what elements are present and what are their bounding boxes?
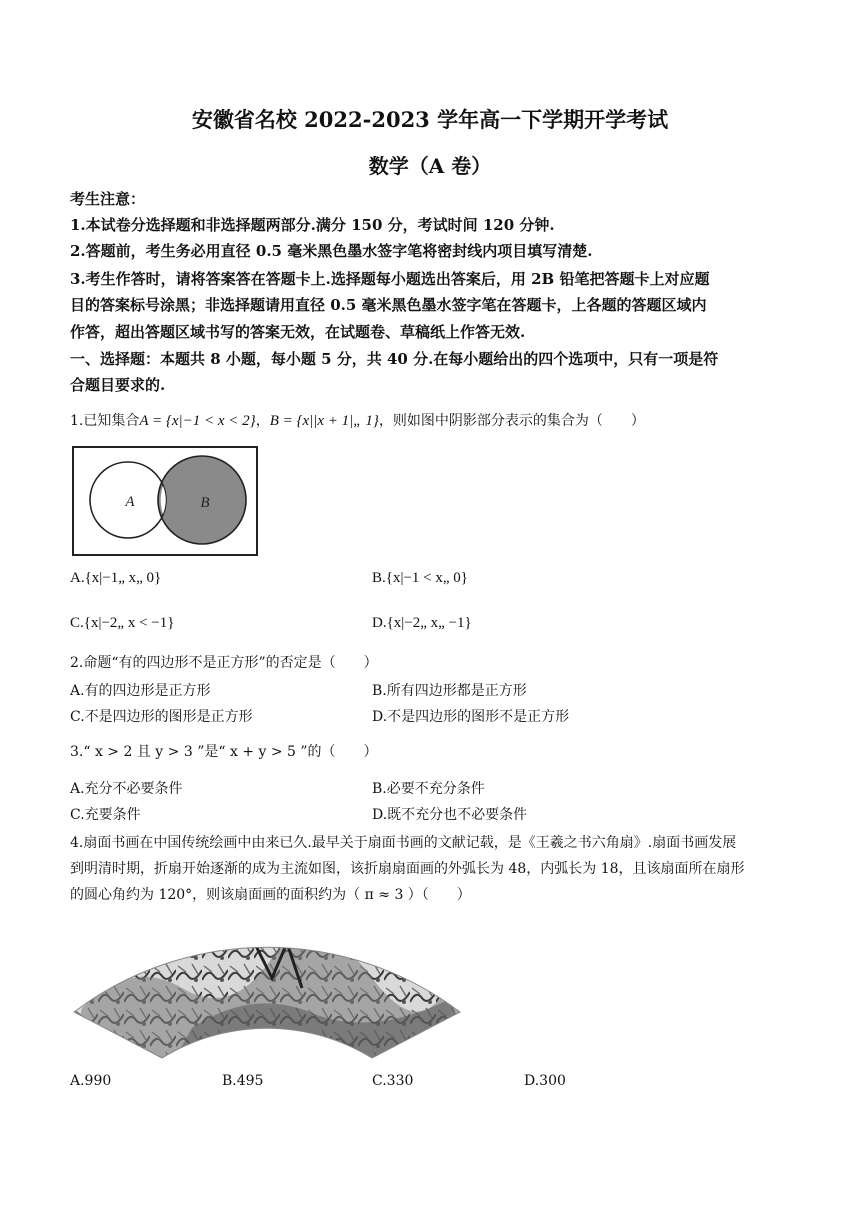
q1-sep: ， [255,413,270,429]
notice-item-3-line-1: 3.考生作答时，请将答案答在答题卡上.选择题每小题选出答案后，用 2B 铅笔把答题卡上对应题 [70,270,710,288]
q1-set-b: B = {x||x + 1|„ 1} [269,413,379,429]
q2-option-b: B.所有四边形都是正方形 [372,683,527,699]
q4-option-b: B.495 [222,1073,264,1089]
venn-label-a: A [125,494,135,510]
exam-subtitle: 数学（A 卷） [368,154,492,178]
q1-set-a: A = {x|−1 < x < 2} [139,413,256,429]
question-4-line-1: 4.扇面书画在中国传统绘画中由来已久.最早关于扇面书画的文献记载，是《王羲之书六角扇》.扇面书画发展 [70,835,737,851]
q1-option-b: B.{x|−1 < x„ 0} [372,570,468,586]
q1-option-d: D.{x|−2„ x„ −1} [372,615,472,631]
notice-item-1: 1.本试卷分选择题和非选择题两部分.满分 150 分，考试时间 120 分钟. [70,216,555,234]
question-2-stem: 2.命题“有的四边形不是正方形”的否定是（ ） [70,655,378,671]
section-heading-line-1: 一、选择题：本题共 8 小题，每小题 5 分，共 40 分.在每小题给出的四个选项中，只有一项是符 [70,350,719,368]
q3-option-b: B.必要不充分条件 [372,781,485,797]
q2-option-a: A.有的四边形是正方形 [70,683,211,699]
notice-item-2: 2.答题前，考生务必用直径 0.5 毫米黑色墨水签字笔将密封线内项目填写清楚. [70,242,593,260]
q4-option-a: A.990 [70,1073,112,1089]
q1-option-a: A.{x|−1„ x„ 0} [70,570,162,586]
q2-option-c: C.不是四边形的图形是正方形 [70,709,253,725]
q1-prefix: 1.已知集合 [70,413,140,429]
q1-option-c: C.{x|−2„ x < −1} [70,615,175,631]
q3-option-d: D.既不充分也不必要条件 [372,807,528,823]
venn-diagram [72,446,258,556]
section-heading-line-2: 合题目要求的. [70,376,166,394]
question-1-stem [70,410,795,432]
question-3-stem: 3.“ x > 2 且 y > 3 ”是“ x + y > 5 ”的（ ） [70,744,378,760]
exam-title: 安徽省名校 2022-2023 学年高一下学期开学考试 [191,107,669,132]
fan-painting [72,918,462,1063]
q3-option-c: C.充要条件 [70,807,141,823]
q4-option-c: C.330 [372,1073,414,1089]
q3-option-a: A.充分不必要条件 [70,781,183,797]
venn-label-b: B [200,495,210,511]
q2-option-d: D.不是四边形的图形不是正方形 [372,709,570,725]
notice-item-3-line-2: 目的答案标号涂黑；非选择题请用直径 0.5 毫米黑色墨水签字笔在答题卡，上各题的答题区域内 [70,296,707,314]
question-4-line-3: 的圆心角约为 120°，则该扇面画的面积约为（ π ≈ 3 ）（ ） [70,887,471,903]
question-4-line-2: 到明清时期，折扇开始逐渐的成为主流如图，该折扇扇面画的外弧长为 48，内弧长为 18，且该扇面所在扇形 [70,861,745,877]
notice-heading: 考生注意： [70,190,146,208]
q4-option-d: D.300 [524,1073,566,1089]
q1-suffix: ，则如图中阴影部分表示的集合为（ ） [378,413,645,429]
notice-item-3-line-3: 作答，超出答题区域书写的答案无效，在试题卷、草稿纸上作答无效. [70,323,526,341]
